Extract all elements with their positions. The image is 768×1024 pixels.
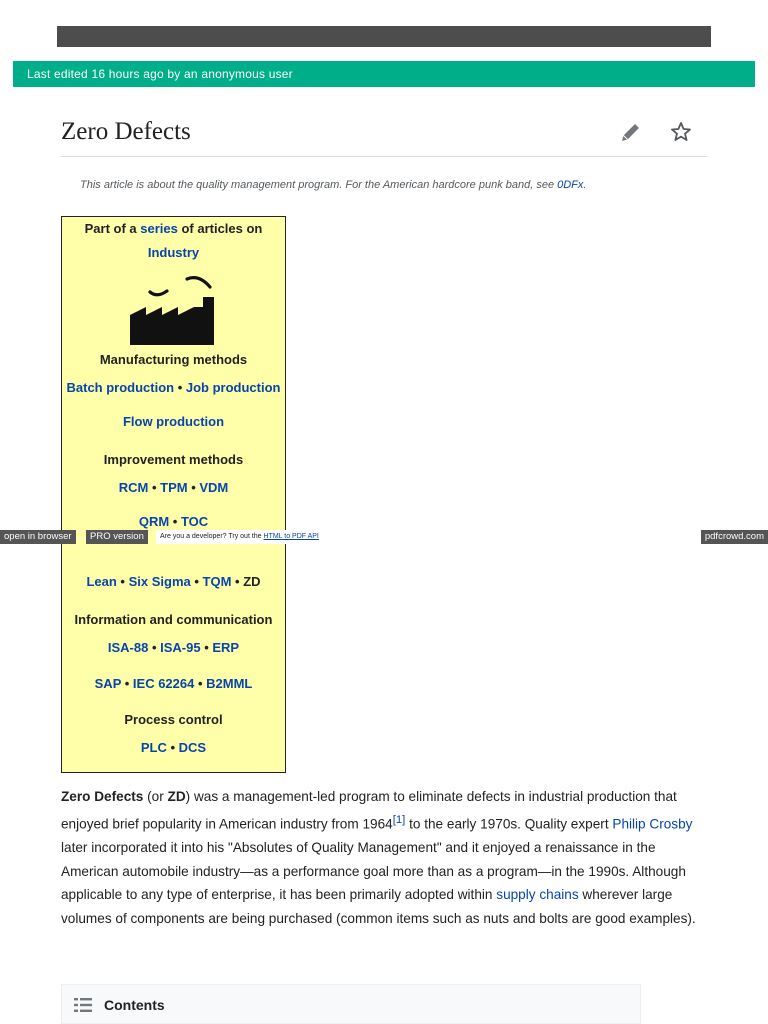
table-of-contents[interactable] <box>61 984 641 1024</box>
infobox-link-zd: ZD <box>243 574 261 589</box>
contents-label: Contents <box>104 997 165 1013</box>
star-icon[interactable] <box>669 120 693 144</box>
bullet-separator: • <box>200 640 213 655</box>
bold-term: Zero Defects <box>61 789 144 804</box>
infobox-link-toc[interactable]: TOC <box>180 514 209 529</box>
body-text-3: to the early 1970s. Quality expert <box>405 816 613 832</box>
infobox-industry-series <box>61 216 286 773</box>
bullet-separator: • <box>194 676 207 691</box>
hatnote <box>80 179 720 191</box>
infobox-link-rcm[interactable]: RCM <box>118 480 149 495</box>
infobox-row <box>62 380 285 395</box>
infobox-link-plc[interactable]: PLC <box>140 740 167 755</box>
last-edited-banner[interactable] <box>13 61 755 87</box>
infobox-link-tqm[interactable]: TQM <box>202 574 232 589</box>
hatnote-period: . <box>583 179 587 191</box>
pdf-promo <box>156 530 323 544</box>
infobox-link-qrm[interactable]: QRM <box>138 514 170 529</box>
infobox-heading-manufacturing-methods: Manufacturing methods <box>99 352 248 367</box>
infobox-link-isa-95[interactable]: ISA-95 <box>160 640 201 655</box>
bullet-separator: • <box>174 380 186 395</box>
infobox-link-sap[interactable]: SAP <box>94 676 122 691</box>
infobox-heading-information-and-communication: Information and communication <box>74 612 273 627</box>
open-in-browser-button[interactable]: open in browser <box>0 530 76 544</box>
infobox-link-isa-88[interactable]: ISA-88 <box>107 640 149 655</box>
body-text-1: (or <box>143 789 168 804</box>
infobox-row <box>62 574 285 589</box>
pro-version-button[interactable]: PRO version <box>86 530 148 544</box>
infobox-heading-process-control: Process control <box>124 712 223 727</box>
industry-link[interactable]: Industry <box>147 245 200 260</box>
bold-abbr: ZD <box>167 789 186 804</box>
infobox-link-six-sigma[interactable]: Six Sigma <box>128 574 191 589</box>
infobox-link-batch-production[interactable]: Batch production <box>66 380 175 395</box>
series-link[interactable]: series <box>140 221 178 236</box>
page-title: Zero Defects <box>61 118 191 145</box>
infobox-link-flow-production[interactable]: Flow production <box>122 414 225 429</box>
infobox-link-job-production[interactable]: Job production <box>185 380 281 395</box>
infobox-header <box>62 221 285 236</box>
pdf-promo-text: Are you a developer? Try out the <box>160 533 264 540</box>
bullet-separator: • <box>187 480 200 495</box>
supply-chains-link[interactable]: supply chains <box>496 887 579 903</box>
last-edited-text[interactable]: Last edited 16 hours ago by an anonymous user <box>27 67 293 81</box>
title-row <box>61 112 707 157</box>
pdfcrowd-bar <box>0 529 768 545</box>
citation-link-1[interactable]: [1] <box>392 813 406 826</box>
infobox-link-dcs[interactable]: DCS <box>178 740 207 755</box>
body-text-2: ) was a management-led program to eliminate defects in industrial production that enjoyed brief popularity in American industry from 1964 <box>61 789 677 832</box>
bullet-separator: • <box>190 574 203 589</box>
infobox-link-iec-62264[interactable]: IEC 62264 <box>132 676 195 691</box>
infobox-link-tpm[interactable]: TPM <box>160 480 188 495</box>
bullet-separator: • <box>116 574 129 589</box>
hatnote-link-0dfx[interactable]: 0DFx <box>557 179 584 191</box>
body-text-5: wherever large volumes of components are being purchased (common items such as nuts and bolts are good examples). <box>61 887 696 927</box>
top-toolbar <box>57 26 711 47</box>
infobox-row <box>62 740 285 755</box>
infobox-row <box>62 480 285 495</box>
infobox-heading-improvement-methods: Improvement methods <box>103 452 244 467</box>
infobox-header-prefix: Part of a <box>84 221 141 236</box>
list-icon <box>74 997 92 1013</box>
infobox-header-suffix: of articles on <box>177 221 263 236</box>
infobox-link-lean[interactable]: Lean <box>86 574 117 589</box>
lead-paragraph <box>61 785 713 931</box>
bullet-separator: • <box>169 514 181 529</box>
factory-icon <box>130 275 220 345</box>
bullet-separator: • <box>121 676 133 691</box>
infobox-row <box>62 414 285 429</box>
pdfcrowd-link[interactable]: pdfcrowd.com <box>701 530 768 544</box>
pencil-icon[interactable] <box>619 120 643 144</box>
bullet-separator: • <box>231 574 244 589</box>
html-to-pdf-api-link[interactable]: HTML to PDF API <box>263 533 319 540</box>
bullet-separator: • <box>148 480 161 495</box>
infobox-link-vdm[interactable]: VDM <box>199 480 229 495</box>
infobox-link-erp[interactable]: ERP <box>212 640 240 655</box>
bullet-separator: • <box>148 640 161 655</box>
infobox-row <box>62 640 285 655</box>
bullet-separator: • <box>166 740 179 755</box>
infobox-topic <box>62 245 285 260</box>
infobox-row <box>62 514 285 529</box>
article-body <box>61 785 713 931</box>
body-text-4: later incorporated it into his "Absolutes of Quality Management" and it enjoyed a renaissance in the American automobile industry—as a performance goal more than as a program—in the 1990s. Although applicable to any type of enterprise, it has been primarily adopted within <box>61 839 686 903</box>
philip-crosby-link[interactable]: Philip Crosby <box>612 816 693 832</box>
infobox-row <box>62 676 285 691</box>
infobox-link-b2mml[interactable]: B2MML <box>206 676 253 691</box>
hatnote-text: This article is about the quality management program. For the American hardcore punk band, see <box>80 179 558 191</box>
